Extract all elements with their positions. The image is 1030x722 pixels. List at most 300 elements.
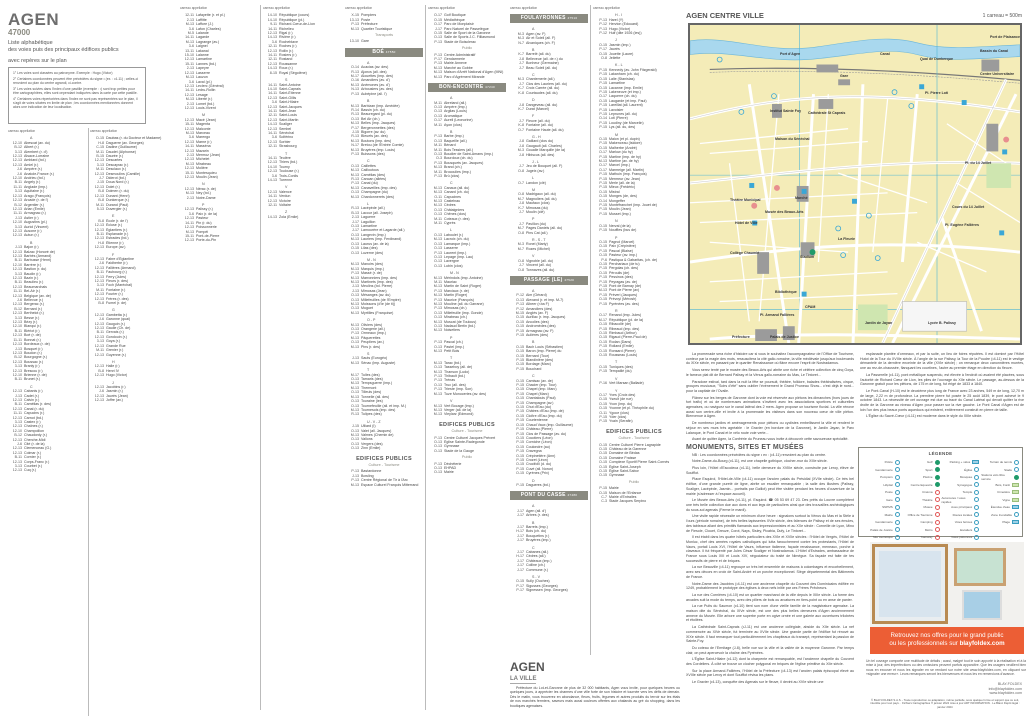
grid-ref: C-15 xyxy=(96,145,104,150)
street-name: Mésanges (av. du) xyxy=(361,293,391,298)
letter-heading: P xyxy=(615,235,618,240)
legend-item xyxy=(862,482,900,489)
street-name: Lalande xyxy=(196,31,209,36)
grid-ref: B-12 xyxy=(14,306,22,311)
grid-ref: 14-11 xyxy=(268,53,277,58)
grid-ref: 3-6 xyxy=(188,135,194,140)
index-entry[interactable] xyxy=(593,419,675,423)
street-name: Mazarin xyxy=(196,148,209,153)
grid-ref: O-15 xyxy=(599,189,607,194)
index-entry[interactable] xyxy=(345,412,423,416)
street-name: Halle (r.) xyxy=(106,364,120,369)
grid-ref: P-15 xyxy=(599,211,607,216)
grid-ref: M-13 xyxy=(350,394,359,399)
index-entry[interactable] xyxy=(345,345,423,349)
index-entry[interactable] xyxy=(428,349,506,353)
legend-symbol-icon xyxy=(974,527,979,532)
index-entry[interactable] xyxy=(180,106,258,110)
street-name: Boutons (imp. des) xyxy=(361,138,392,143)
street-name: Bousquets (av. Jacques) xyxy=(444,160,484,165)
index-entry[interactable] xyxy=(428,264,506,268)
grid-ref: M-13 xyxy=(350,237,359,242)
street-name: Marengo xyxy=(196,135,211,140)
grid-ref: B-11 xyxy=(96,270,104,275)
index-entry[interactable] xyxy=(345,39,423,43)
street-name: Mongeffer xyxy=(609,198,626,203)
index-entry[interactable] xyxy=(8,233,86,237)
street-name: Sembel xyxy=(279,126,292,131)
street-name: Anglade (imp.) xyxy=(24,184,48,189)
street-name: Mirabeau (ch.) xyxy=(444,315,468,320)
street-name: Chaudordy (r.) xyxy=(24,433,47,438)
index-entry[interactable] xyxy=(428,40,506,44)
grid-ref: B-12 xyxy=(14,355,22,360)
street-name: Cloître d'Eau (imp. du) xyxy=(526,413,562,418)
street-name: Argentier (r.) xyxy=(24,202,44,207)
grid-ref: 12-13 xyxy=(267,48,277,53)
index-entry[interactable] xyxy=(593,499,675,503)
grid-ref: O-13 xyxy=(516,297,524,302)
grid-ref: O-13 xyxy=(434,259,442,264)
legend-symbol-icon xyxy=(935,467,940,472)
index-entry[interactable] xyxy=(345,92,423,96)
index-entry[interactable] xyxy=(428,174,506,178)
street-name: Ygoce (clos) xyxy=(609,410,629,415)
street-name: Lys (all. du, des) xyxy=(609,125,636,130)
index-entry[interactable] xyxy=(510,333,588,337)
map-label: Gare xyxy=(840,74,849,78)
index-entry[interactable] xyxy=(510,169,588,173)
grid-ref: M-3 xyxy=(517,36,524,41)
index-entry[interactable] xyxy=(593,369,675,373)
index-entry[interactable] xyxy=(345,251,423,255)
street-name: Pâquerettes xyxy=(361,335,381,340)
disclaimer-text: Un tel ouvrage comporte une multitude de détails ; aussi, malgré tout le soin apporté à la réalisation et à la mise à jour, des imperfections ou des omissions peuvent parfois apparaître. Que les usagers veuillent bien nous en excuser et nous les signaler en se rendant sur notre site www.blayfoldex.com, en cliquant sur «signaler une erreur». Leurs remarques seront les bienvenues et nous les en remercions d'avance. xyxy=(866,659,1026,676)
column-header: carreau appellation xyxy=(593,6,621,10)
grid-ref: O-15 xyxy=(599,335,607,340)
index-entry[interactable] xyxy=(345,446,423,450)
grid-ref: P-15 xyxy=(599,103,607,108)
street-name: Courbet (r.) xyxy=(24,464,43,469)
street-name: Abescat (av. du) xyxy=(24,140,50,145)
grid-ref: P-15 xyxy=(516,418,524,423)
street-name: Branly (r.) xyxy=(24,364,40,369)
grid-ref: P-16 xyxy=(599,381,607,386)
street-name: Fontaine Haute (all. du) xyxy=(526,127,564,132)
street-name: Laboulet (r.) xyxy=(444,232,464,237)
grid-ref: J-8 xyxy=(519,102,524,107)
street-name: Camisac (av. de) xyxy=(526,378,553,383)
street-name: Durand (Paul) xyxy=(106,202,129,207)
legend-symbol-icon xyxy=(935,512,940,517)
index-entry[interactable] xyxy=(510,483,588,487)
index-entry[interactable] xyxy=(510,128,588,132)
grid-ref: P-13 xyxy=(516,302,524,307)
street-name: Champollion xyxy=(24,428,44,433)
grid-ref: M-13 xyxy=(350,360,359,365)
index-entry[interactable] xyxy=(428,470,506,474)
grid-ref: R-14 xyxy=(351,107,359,112)
grid-ref: J-13 xyxy=(352,288,359,293)
legend-symbol-icon xyxy=(935,527,940,532)
index-entry[interactable] xyxy=(180,175,258,179)
postal-code: 47480 xyxy=(567,493,578,498)
grid-ref: O-13 xyxy=(351,340,359,345)
grid-ref: O-15 xyxy=(516,579,524,584)
index-entry[interactable] xyxy=(90,245,172,249)
grid-ref: 14-13 xyxy=(267,178,277,183)
legend-label: Étendue d'eau xyxy=(990,505,1010,510)
street-name: Henri IV xyxy=(106,368,119,373)
street-name: Vallons xyxy=(361,437,373,442)
legend-label: Site touristique xyxy=(872,535,893,540)
street-name: Fumel (r. de) xyxy=(106,301,127,306)
index-entry[interactable] xyxy=(90,353,172,357)
street-name: Fleuve (all. du) xyxy=(526,118,550,123)
street-name: Bonheur (Germaine) xyxy=(526,61,559,66)
street-name: Barbusse (Henri) xyxy=(24,258,52,263)
index-entry[interactable] xyxy=(345,195,423,199)
column-header: carreau appellation xyxy=(180,6,208,10)
index-entry[interactable] xyxy=(593,31,675,35)
letter-heading: O - P xyxy=(367,318,376,323)
legend-label: Stade xyxy=(1004,467,1012,472)
street-name: Lacépède (all.) xyxy=(361,206,385,211)
street-name: Pompéi xyxy=(196,229,209,234)
street-name: Gervais (r.) xyxy=(106,330,124,335)
street-name: Marché au Gobbe xyxy=(444,65,473,70)
street-name: Anémones (av. d') xyxy=(361,82,390,87)
monument-paragraph: Le Musée des Beaux-Arts (•4-11), pl. Esquirol. ☎ 05 53 69 47 23. Des prêts du Louvre complètent une très belle collection due aux dons et aux legs de particuliers ainsi que des trouvailles archéologiques du sous-sol agenais (Ferme le mardi). xyxy=(686,498,854,512)
index-entry[interactable] xyxy=(8,468,86,472)
legend-symbol-icon xyxy=(895,497,900,502)
grid-ref: O-8 xyxy=(518,267,524,272)
street-name: Bowling xyxy=(361,473,374,478)
index-entry[interactable] xyxy=(510,91,588,95)
street-name: Gaulle (Ch. de) xyxy=(106,326,131,331)
grid-ref: P-13 xyxy=(599,26,607,31)
grid-ref: D-15 xyxy=(96,136,104,141)
grid-ref: B-11 xyxy=(14,280,22,285)
grid-ref: 3-13 xyxy=(96,162,104,167)
legend-item xyxy=(981,497,1019,504)
grid-ref: M-13 xyxy=(350,82,359,87)
grid-ref: J-17 xyxy=(517,567,524,572)
index-column-5 xyxy=(345,3,423,722)
grid-ref: K-8 xyxy=(518,90,524,95)
street-name: Ribacollé (de) xyxy=(609,322,632,327)
grid-ref: 12-10 xyxy=(12,324,22,329)
legend-item xyxy=(942,474,980,481)
index-entry[interactable] xyxy=(90,301,172,305)
intro-text xyxy=(8,40,173,53)
letter-heading: P xyxy=(450,335,453,340)
street-name: Foch (Maréchal) xyxy=(106,283,133,288)
index-entry[interactable] xyxy=(428,221,506,225)
grid-ref: 3-6 xyxy=(271,135,277,140)
street-name: Jasmin (imp.) xyxy=(609,42,631,47)
index-entry[interactable] xyxy=(263,71,341,75)
grid-ref: 2-13 xyxy=(186,195,194,200)
index-entry[interactable] xyxy=(510,471,588,475)
street-name: Joffre (av.) xyxy=(106,398,123,403)
index-entry[interactable] xyxy=(428,412,506,416)
legend-item xyxy=(942,482,980,489)
street-name: Pages Daniels (all. du) xyxy=(526,226,563,231)
grid-ref: 12-10 xyxy=(12,262,22,267)
grid-ref: B-11 xyxy=(96,231,104,236)
street-name: Meulins (bd. Pierre) xyxy=(361,284,393,289)
index-entry[interactable] xyxy=(263,203,341,207)
index-entry[interactable] xyxy=(345,152,423,156)
index-entry[interactable] xyxy=(428,75,506,79)
index-entry[interactable] xyxy=(345,311,423,315)
index-entry[interactable] xyxy=(90,398,172,402)
street-name: Saint-Jean xyxy=(279,108,297,113)
index-entry[interactable] xyxy=(593,381,675,385)
street-name: Lacanne (imp. Emile) xyxy=(609,85,643,90)
grid-ref: 12-13 xyxy=(12,359,22,364)
street-name: Ney (bd.) xyxy=(196,191,211,196)
street-name: Jacobins (r.) xyxy=(106,384,126,389)
legend-item xyxy=(942,504,980,511)
grid-ref: J-17 xyxy=(435,26,442,31)
street-name: Richelieu xyxy=(279,26,294,31)
column-header: carreau appellation xyxy=(8,129,36,133)
grid-ref: O-15 xyxy=(599,353,607,358)
index-entry[interactable] xyxy=(510,367,588,371)
grid-ref: M-13 xyxy=(350,147,359,152)
street-name: Belleveue (all. de r.) du xyxy=(526,56,563,61)
grid-ref: M-13 xyxy=(350,482,359,487)
street-name: Lapeyre xyxy=(196,66,209,71)
street-name: Richard-Cœur-de-Lion xyxy=(279,22,315,27)
street-name: Ulliard (I) xyxy=(361,424,376,429)
street-name: Luzerne (des) xyxy=(361,250,384,255)
grid-ref: O-15 xyxy=(516,344,524,349)
street-name: Champagne (du) xyxy=(361,190,388,195)
street-name: Lannes (bd.) xyxy=(196,61,217,66)
grid-ref: B-11 xyxy=(14,377,22,382)
index-entry[interactable] xyxy=(510,210,588,214)
street-name: Baron (imp. Pierre) du xyxy=(526,349,562,354)
letter-heading: J xyxy=(615,38,617,43)
street-name: Trénas xyxy=(444,378,456,383)
index-entry[interactable] xyxy=(593,125,675,129)
monument-paragraph: La rue Beauville (•4-11) regroupe un très bel ensemble de maisons à colombages et encorbellement, avec ses décors en croix de Saint-André et un porche exceptionnel. Siège départemental des Bâtiments de France. xyxy=(686,565,854,579)
grid-ref: J-17 xyxy=(517,563,524,568)
legend-label: Cinéma xyxy=(922,490,933,495)
index-entry[interactable] xyxy=(510,268,588,272)
website-link[interactable]: www.blayfoldex.com xyxy=(989,691,1022,695)
map-label: Institut Sainte Foy xyxy=(770,109,802,113)
grid-ref: M-13 xyxy=(350,385,359,390)
street-name: Desmoulins (Camille) xyxy=(106,171,141,176)
index-entry[interactable] xyxy=(593,228,675,232)
grid-ref: P-15 xyxy=(599,185,607,190)
legend-label: Mairie xyxy=(884,512,893,517)
street-name: Mieux (Frédéric) xyxy=(609,185,636,190)
index-entry[interactable] xyxy=(510,513,588,517)
index-entry[interactable] xyxy=(510,247,588,251)
monument-paragraph: Il est établi dans les quatre hôtels particuliers des XVIe et XVIIe siècles : l'Hôtel de Vergès, l'Hôtel de Monluc, chef des armées royales catholiques qui lutta farouchement contre les protestants, l'Hôtel de Vaurs, portail Louis XVI, l'Hôtel de Vaurs, influence italienne, façade renaissance, meneaux, porche à claveaux. Il fut fréquenté par Jules César Scaliger et Nostradamus. L'Hôtel d'Estrades, ambassadeur de France sous Louis XIII et Louis XIV, négociateur du traité de Nimègue. Sa façade est faite de tes successifs de pierre et de briques. xyxy=(686,535,854,563)
grid-ref: M-13 xyxy=(433,190,442,195)
street-name: Tuze Monoceries (av. des) xyxy=(444,391,487,396)
index-entry[interactable] xyxy=(345,361,423,365)
promo-text[interactable] xyxy=(870,627,1024,654)
street-name: Grenier (r.) xyxy=(106,348,124,353)
street-name: Châteaux (imp.) xyxy=(526,558,552,563)
promo-banner[interactable] xyxy=(870,542,1024,654)
index-entry[interactable] xyxy=(428,123,506,127)
index-entry[interactable] xyxy=(510,588,588,592)
street-name: Petit Bois xyxy=(444,349,460,354)
letter-heading: D xyxy=(532,478,535,483)
street-name: Martin de Saint (Roger) xyxy=(444,284,482,289)
street-name: Martin (Roger) xyxy=(444,293,468,298)
grid-ref: M-13 xyxy=(350,310,359,315)
grid-ref: M-13 xyxy=(350,103,359,108)
index-entry[interactable] xyxy=(510,231,588,235)
index-entry[interactable] xyxy=(510,153,588,157)
legend-label: Métro xyxy=(924,527,933,532)
index-entry[interactable] xyxy=(510,538,588,542)
grid-ref: 12-13 xyxy=(12,333,22,338)
grid-ref: R-13 xyxy=(351,412,359,417)
index-entry[interactable] xyxy=(90,373,172,377)
grid-ref: O-15 xyxy=(599,244,607,249)
monument-paragraph: La rue des Cornières (•4-10) est un quartier marchand de la ville depuis le XIIIe siècle. La forme des arcades suit la mode du temps, avec des piliers de bois ou arcatures en tiers-point ou en anse de panier. xyxy=(686,592,854,602)
map-label: Canal xyxy=(880,52,890,56)
index-entry[interactable] xyxy=(593,56,675,60)
grid-ref: J-8 xyxy=(519,152,524,157)
street-name: Bastardonne xyxy=(361,469,382,474)
index-entry[interactable] xyxy=(180,238,258,242)
grid-ref: O-15 xyxy=(599,42,607,47)
street-name: Turenne xyxy=(279,178,293,183)
street-name: Carnot (bd.) xyxy=(24,415,44,420)
monuments-note: NB : Les coordonnées précédées du signe • ex : (•4-11) renvoient au plan du centre. xyxy=(692,452,827,457)
grid-ref: J-8 xyxy=(519,143,524,148)
street-name: Ronel (Marty) xyxy=(526,242,548,247)
grid-ref: M-13 xyxy=(433,293,442,298)
map-canvas[interactable] xyxy=(690,25,1020,343)
grid-ref: 15-11 xyxy=(185,170,194,175)
street-name: Croix Carrée (all. du) xyxy=(526,86,560,91)
street-name: Nerval (de la) xyxy=(609,223,631,228)
grid-ref: 12-13 xyxy=(184,57,194,62)
promo-brand-link[interactable]: blayfoldex.com xyxy=(959,640,1005,647)
index-entry[interactable] xyxy=(510,66,588,70)
grid-ref: O-13 xyxy=(434,212,442,217)
la-ville-text: Préfecture du Lot-et-Garonne de plus de 32 000 habitants, Agen vous invite, pour quelques heures ou quelques jours, à apprécier les charmes d'une ville forte de son histoire et tournée vers les défis de demain. Dès le matin, vous trouverez en abondance, fleurs, fruits, légumes et autres produits du terroir sur les étals de nos marchés fermiers, saveurs mais aussi couleurs offertes aux chalands au gré du shopping, dans les boutiques agenaises. xyxy=(510,686,680,708)
street-name: Thanson (Ludo) xyxy=(444,369,470,374)
grid-ref: J-7 xyxy=(99,176,104,181)
index-entry[interactable] xyxy=(510,41,588,45)
index-entry[interactable] xyxy=(510,181,588,185)
grid-ref: 12-13 xyxy=(94,171,104,176)
legend-label: Gendarmerie xyxy=(875,520,893,525)
index-entry[interactable] xyxy=(345,27,423,31)
street-name: Andromèdes (des) xyxy=(526,324,556,329)
street-name: Tulles (des) xyxy=(361,372,380,377)
index-entry[interactable] xyxy=(593,353,675,357)
city-center-map[interactable] xyxy=(688,23,1022,345)
street-name: Chacier (imp. Tour) xyxy=(526,383,557,388)
intro-line-2: des voies puis des principaux édifices publics xyxy=(8,46,119,53)
grid-ref: 12-11 xyxy=(268,113,277,118)
street-name: Augustins (pl.) xyxy=(24,220,47,225)
email-link[interactable]: info@blayfoldex.com xyxy=(988,686,1022,691)
column-header: carreau appellation xyxy=(345,6,373,10)
grid-ref: 12-13 xyxy=(12,206,22,211)
grid-ref: P-17 xyxy=(599,47,607,52)
street-name: Centre Culturel Pierre Lagrapide xyxy=(609,442,661,447)
index-entry[interactable] xyxy=(428,392,506,396)
grid-ref: M-11 xyxy=(434,100,442,105)
street-name: Vert Bocage (imp.) xyxy=(444,403,474,408)
index-entry[interactable] xyxy=(263,215,341,219)
legend-symbol-icon xyxy=(935,497,940,502)
grid-ref: 14-10 xyxy=(267,17,277,22)
legend-symbol-icon xyxy=(1012,505,1019,509)
section-heading: EDIFICES PUBLICS xyxy=(439,421,495,428)
legend-item xyxy=(981,519,1019,526)
legend-symbol-icon xyxy=(974,497,979,502)
subsection-heading: Transports xyxy=(374,33,393,38)
grid-ref: 3-6 xyxy=(271,39,277,44)
index-column-7 xyxy=(510,3,588,658)
index-entry[interactable] xyxy=(593,212,675,216)
street-name: Leprunes (all. du) xyxy=(609,111,637,116)
monument-paragraph: Du coteau de l'Ermitage (J-8), belle vue sur la ville et la vallée de la moyenne Garonne. Par temps clair, on peut apercevoir la chaîne des Pyrénées. xyxy=(686,645,854,655)
legend-item xyxy=(862,489,900,496)
grid-ref: O-15 xyxy=(516,396,524,401)
index-entry[interactable] xyxy=(510,107,588,111)
letter-heading: M xyxy=(532,188,535,192)
index-entry[interactable] xyxy=(180,196,258,200)
street-name: Bastion (r. du) xyxy=(24,267,47,272)
index-entry[interactable] xyxy=(263,178,341,182)
index-entry[interactable] xyxy=(90,207,172,211)
grid-ref: B-11 xyxy=(14,455,22,460)
street-name: Mairie xyxy=(444,470,454,475)
street-name: Loudiny (de Marcelin) xyxy=(609,120,644,125)
index-entry[interactable] xyxy=(593,302,675,306)
street-name: Vergers (des) xyxy=(361,441,383,446)
grid-ref: O-15 xyxy=(599,364,607,369)
index-entry[interactable] xyxy=(510,568,588,572)
index-entry[interactable] xyxy=(593,473,675,477)
map-label: Maison du Sénéchal xyxy=(775,137,810,141)
index-entry[interactable] xyxy=(428,328,506,332)
street-name: Tourny xyxy=(279,164,290,169)
index-entry[interactable] xyxy=(428,449,506,453)
street-name: Laguerre xyxy=(361,215,376,220)
index-entry[interactable] xyxy=(345,483,423,487)
legend-label: Sport xyxy=(925,467,933,472)
index-entry[interactable] xyxy=(8,377,86,381)
grid-ref: P-15 xyxy=(599,141,607,146)
grid-ref: P-15 xyxy=(599,181,607,186)
street-name: Maison d'Arrêt National d'Agen (MNI) xyxy=(444,70,504,75)
legend-item xyxy=(902,534,940,541)
street-name: Moulin (Jean) xyxy=(196,175,218,180)
street-name: Brand (ch.) xyxy=(444,165,462,170)
grid-ref: J-6 xyxy=(99,317,104,322)
index-entry[interactable] xyxy=(263,144,341,148)
grid-ref: 12-13 xyxy=(267,95,277,100)
